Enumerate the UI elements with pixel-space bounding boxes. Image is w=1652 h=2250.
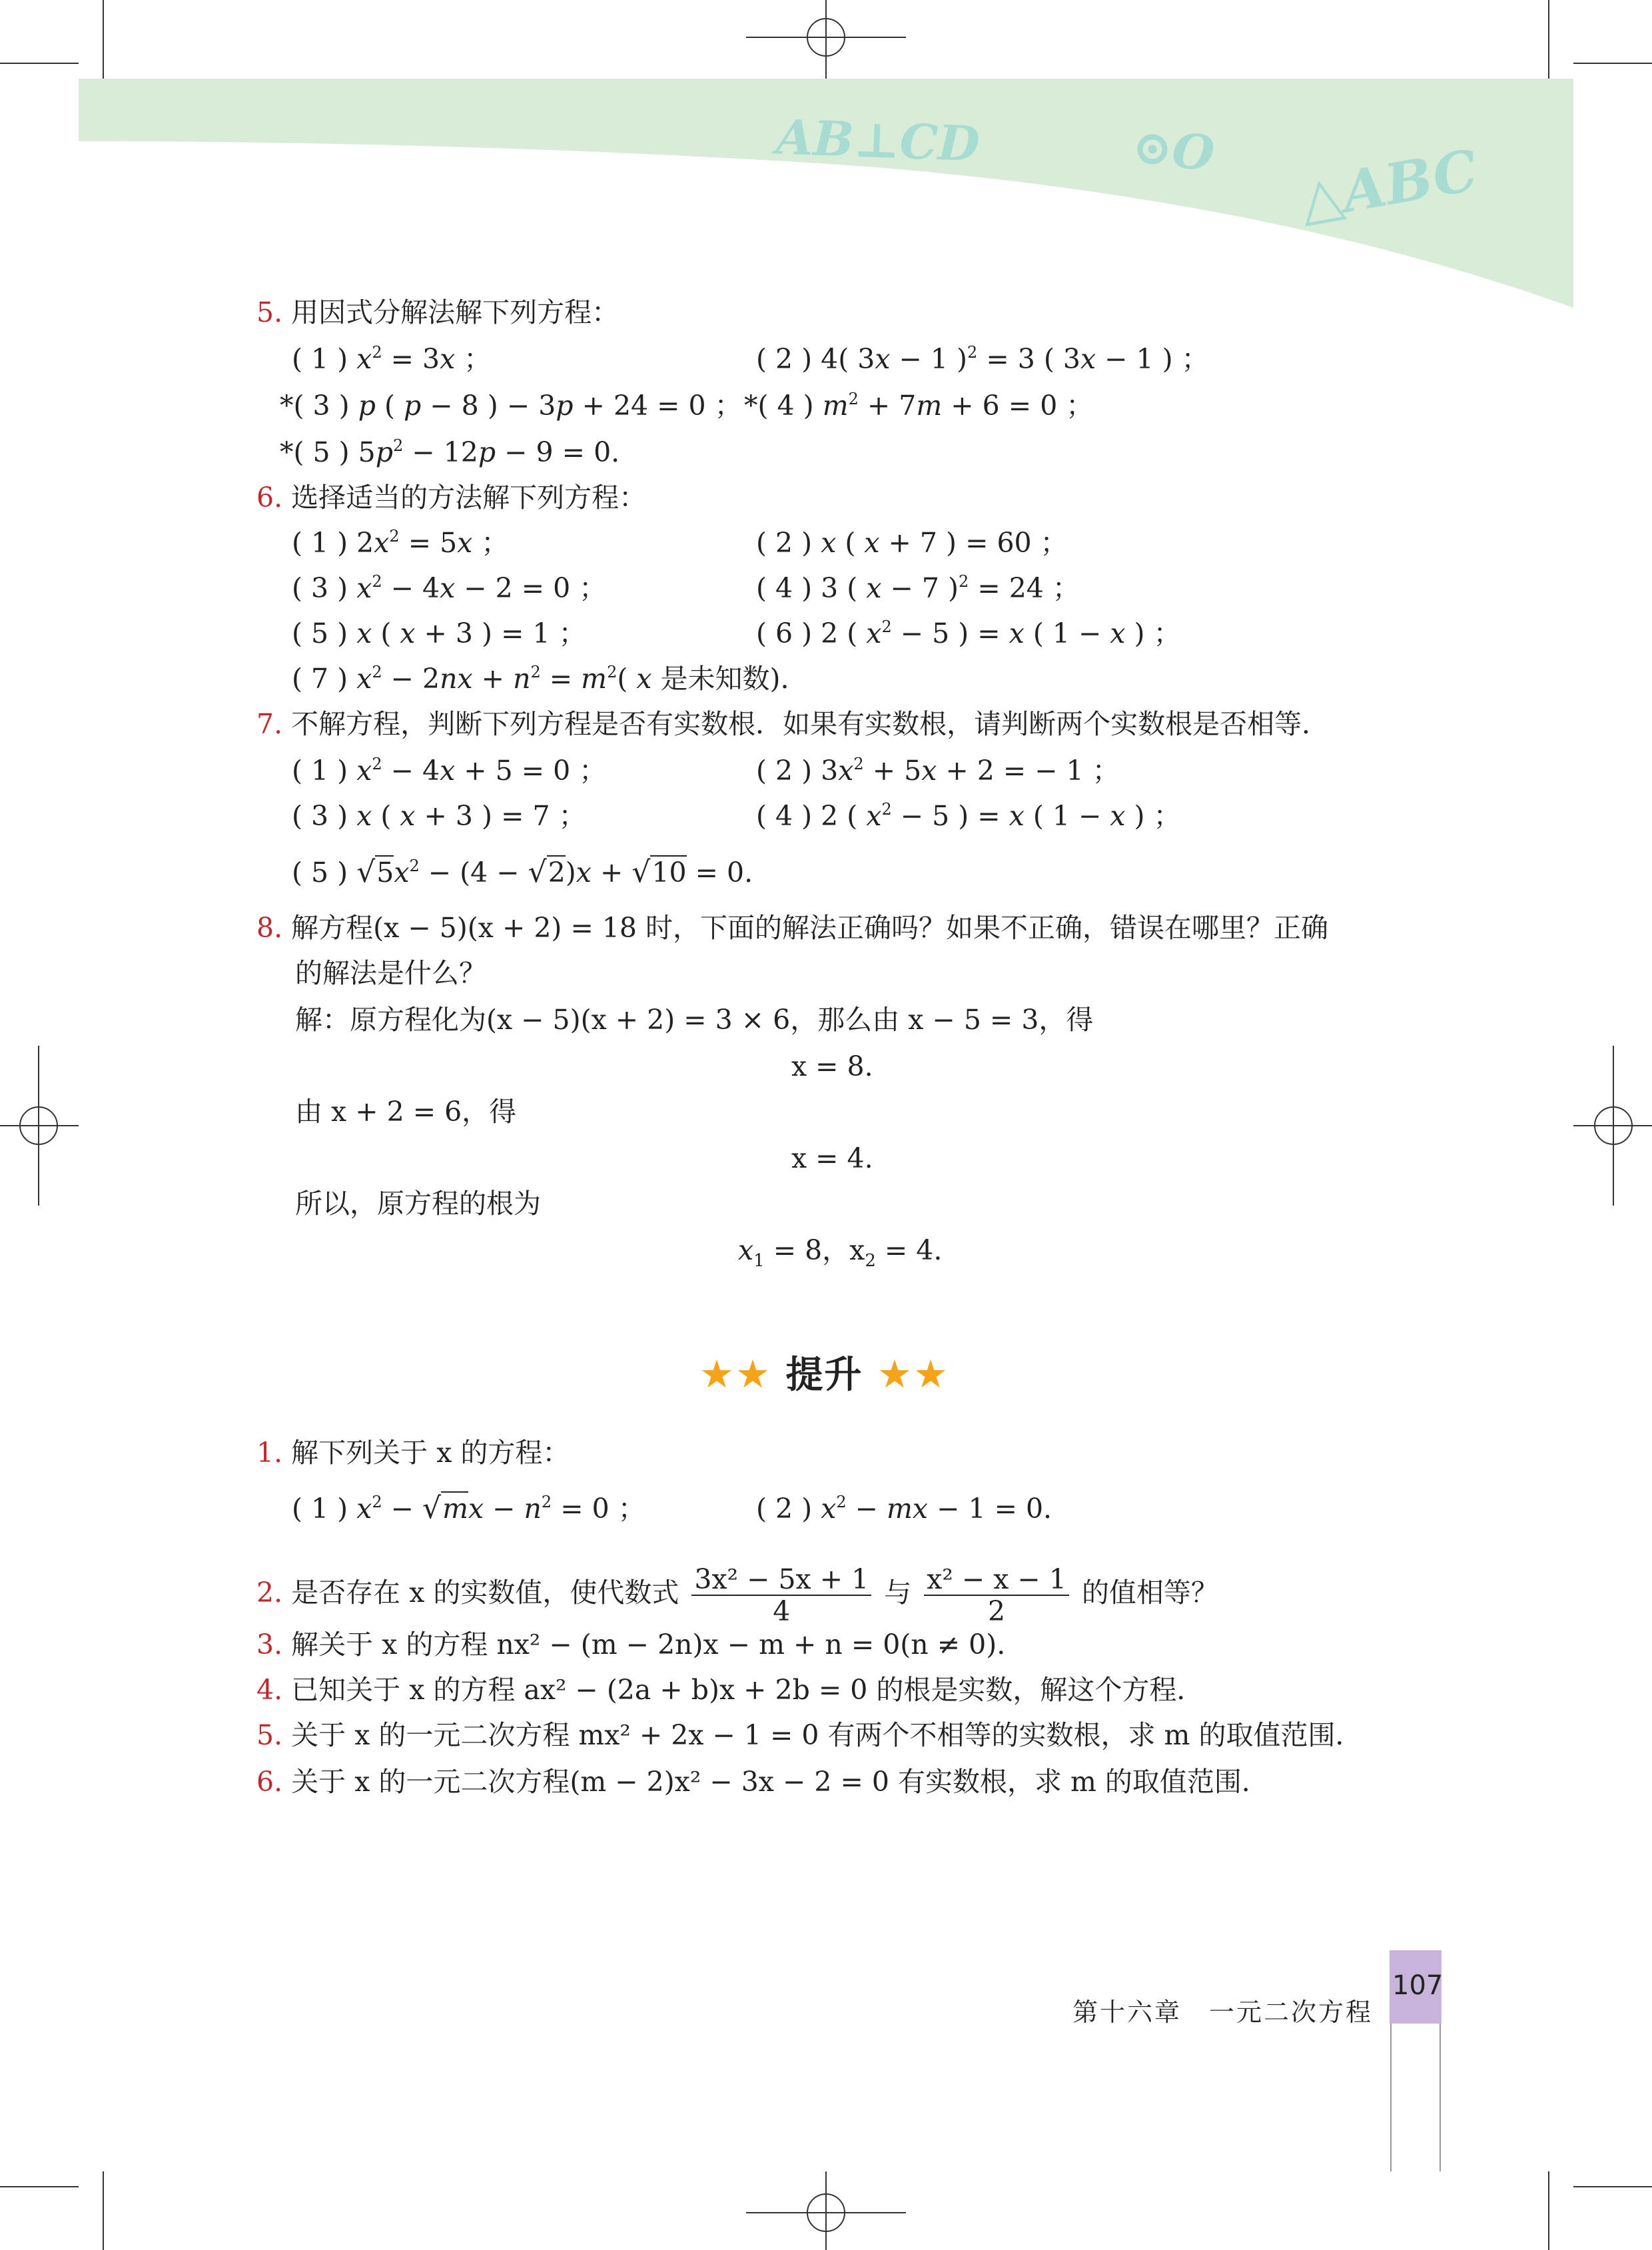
problem-8: 8. 解方程(x − 5)(x + 2) = 18 时，下面的解法正确吗？如果不正确，错误在哪里？正确 (256, 912, 1329, 944)
p7-item-4: ( 4 ) 2 ( $x^2 - 5$ ) = x ( 1 − x ) ； (756, 800, 1181, 832)
ext-problem-4: 4. 已知关于 x 的方程 ax² − (2a + b)x + 2b = 0 的根是实数，解这个方程． (256, 1674, 1204, 1706)
ext-1-item-2: ( 2 ) $x^2$ − mx − 1 = 0. (756, 1493, 1052, 1525)
header-label-circle: ⊙O (1129, 117, 1218, 183)
p6-item-3: ( 3 ) $x^2 - 4x - 2 = 0$ ； (292, 572, 607, 604)
p5-item-1: ( 1 ) $x^2 = 3x$ ； (292, 343, 492, 375)
header-label-triangle: △ABC (1294, 137, 1483, 233)
problem-6: 6. 选择适当的方法解下列方程： (256, 482, 647, 514)
problem-8-solution-3: 所以，原方程的根为 (295, 1188, 541, 1220)
ext-problem-5: 5. 关于 x 的一元二次方程 mx² + 2x − 1 = 0 有两个不相等的实数根，求 m 的取值范围． (256, 1719, 1363, 1751)
p6-item-2: ( 2 ) x ( x + 7 ) = 60 ； (756, 527, 1068, 559)
section-title: ★★ 提升 ★★ (699, 1351, 949, 1397)
ext-problem-2: 2. 是否存在 x 的实数值，使代数式 $\frac{\text{3x² − 5x + 1}}{4}$ 与 $\frac{\text{x² − x − 1}}{2}$ 的值相等？ (256, 1563, 1218, 1627)
p6-item-4: ( 4 ) 3 ( x − 7 )$^2$ = 24 ； (756, 572, 1080, 604)
problem-8-result-3: $x_1 = 8$，$x_2 = 4$. (738, 1234, 943, 1271)
problem-8-solution-2: 由 x + 2 = 6，得 (295, 1096, 517, 1128)
ext-problem-6: 6. 关于 x 的一元二次方程(m − 2)x² − 3x − 2 = 0 有实数根，求 m 的取值范围． (256, 1766, 1269, 1798)
p6-item-7: ( 7 ) $x^2 - 2nx + n^2 = m^2$( x 是未知数). (292, 663, 789, 695)
problem-7: 7. 不解方程，判断下列方程是否有实数根．如果有实数根，请判断两个实数根是否相等． (256, 708, 1330, 740)
ext-1-item-1: ( 1 ) $x^2 - √mx - n^2 = 0$ ； (292, 1491, 645, 1525)
p6-item-6: ( 6 ) 2 ( $x^2 - 5$ ) = x ( 1 − x ) ； (756, 617, 1181, 649)
p5-item-2: ( 2 ) 4( 3x − 1 )$^2$ = 3 ( 3x − 1 ) ； (756, 343, 1209, 375)
star-icon-left: ★★ (699, 1351, 771, 1397)
p7-item-1: ( 1 ) $x^2 - 4x + 5 = 0$ ； (292, 755, 607, 787)
p7-item-3: ( 3 ) x ( x + 3 ) = 7 ； (292, 800, 586, 832)
p7-item-2: ( 2 ) $3x^2 + 5x + 2$ = − 1 ； (756, 755, 1120, 787)
header-label-perpendicular: AB⊥CD (775, 108, 981, 173)
ext-problem-1: 1. 解下列关于 x 的方程： (256, 1437, 570, 1469)
p6-item-1: ( 1 ) $2x^2 = 5x$ ； (292, 527, 509, 559)
problem-8-solution-1: 解：原方程化为(x − 5)(x + 2) = 3 × 6，那么由 x − 5 = 3，得 (295, 1004, 1094, 1036)
chapter-footer: 第十六章 一元二次方程 (1072, 1998, 1374, 2027)
fraction-2: $\frac{\text{x² − x − 1}}{2}$ (924, 1564, 1069, 1627)
page-number: 107 (1392, 1970, 1444, 2001)
problem-5: 5. 用因式分解法解下列方程： (256, 296, 620, 328)
p5-item-3: *( 3 ) p ( p − 8 ) − 3p + 24 = 0 ； (280, 390, 742, 422)
problem-8-line-2: 的解法是什么？ (295, 957, 486, 989)
ext-problem-3: 3. 解关于 x 的方程 nx² − (m − 2n)x − m + n = 0(n ≠ 0). (256, 1629, 1006, 1661)
p6-item-5: ( 5 ) x ( x + 3 ) = 1 ； (292, 617, 586, 649)
p5-item-4: *( 4 ) $m^2 + 7m + 6 = 0$ ； (744, 390, 1094, 422)
p5-item-5: *( 5 ) $5p^2 - 12p - 9 = 0$. (280, 436, 620, 468)
problem-8-result-1: x = 8. (791, 1050, 873, 1082)
problem-8-result-2: x = 4. (791, 1142, 873, 1174)
fraction-1: $\frac{\text{3x² − 5x + 1}}{4}$ (691, 1564, 871, 1627)
star-icon-right: ★★ (877, 1351, 949, 1397)
p7-item-5: ( 5 ) $√5x^2 - (4 - √2)x + √10 = 0$. (292, 855, 753, 889)
